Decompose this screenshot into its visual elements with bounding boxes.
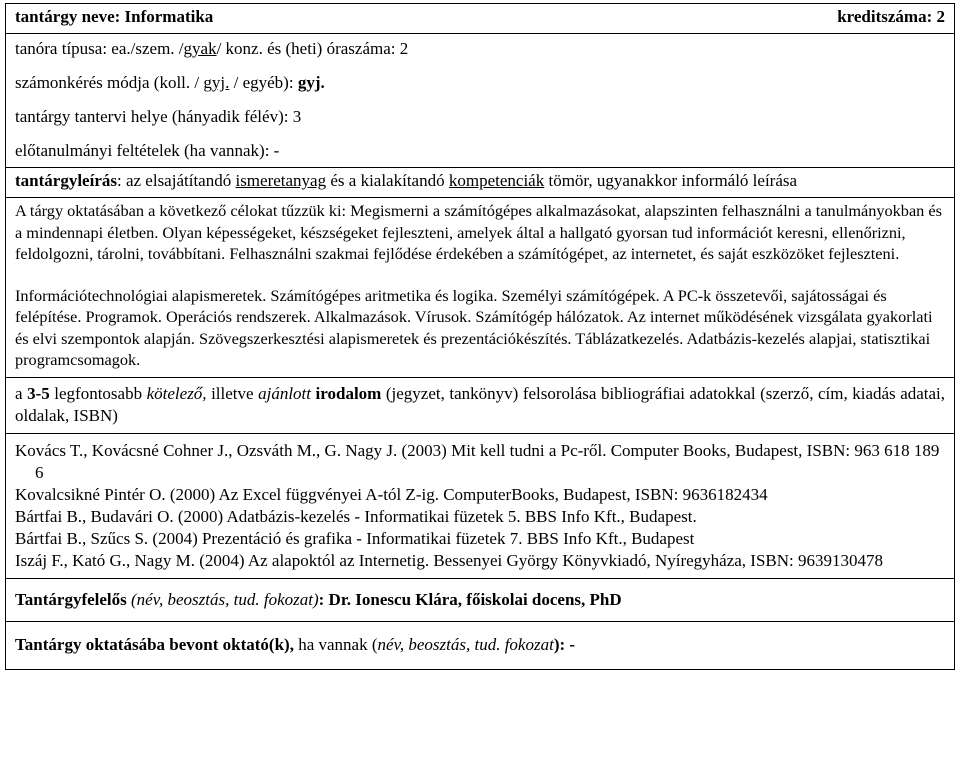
lit-mandatory: kötelező, bbox=[146, 383, 207, 403]
assessment-selected: gyj. bbox=[203, 73, 230, 92]
subject-header-row bbox=[6, 4, 955, 34]
literature-heading-cell bbox=[6, 377, 955, 433]
assessment-middle: / egyéb): bbox=[229, 73, 298, 92]
instructors-paren: név, beosztás, tud. fokozat bbox=[377, 634, 554, 654]
competence-term: kompetenciák bbox=[448, 171, 545, 190]
credit-value: 2 bbox=[936, 7, 945, 26]
knowledge-term: ismeretanyag bbox=[235, 171, 327, 190]
description-heading-text2: és a kialakítandó bbox=[326, 171, 449, 190]
reference-item: Kovalcsikné Pintér O. (2000) Az Excel függvényei A-tól Z-ig. ComputerBooks, Budapest, ISBN: 9636182434 bbox=[15, 484, 768, 504]
class-type-line bbox=[15, 38, 945, 60]
assessment-line bbox=[15, 72, 945, 94]
subject-form-table bbox=[5, 3, 955, 670]
lit-literature: irodalom bbox=[315, 383, 382, 403]
prerequisites: előtanulmányi feltételek (ha vannak): - bbox=[15, 141, 280, 160]
description-heading-row bbox=[6, 168, 955, 198]
responsible-cell bbox=[6, 578, 955, 621]
description-heading-text1: : az elsajátítandó bbox=[116, 171, 236, 190]
lit-t1: a bbox=[15, 383, 28, 403]
instructors-value: ): - bbox=[553, 634, 576, 654]
responsible-name: Dr. Ionescu Klára, főiskolai docens, PhD bbox=[328, 589, 622, 609]
curriculum-position: tantárgy tantervi helye (hányadik félév): 3 bbox=[15, 107, 302, 126]
lit-t3: illetve bbox=[206, 383, 259, 403]
description-heading-bold: tantárgyleírás bbox=[15, 171, 117, 190]
reference-item: Iszáj F., Kató G., Nagy M. (2004) Az alapoktól az Internetig. Bessenyei György Könyvkiadó, Nyíregyháza, ISBN: 9639130478 bbox=[15, 550, 883, 570]
responsible-paren: (név, beosztás, tud. fokozat) bbox=[126, 589, 319, 609]
description-heading-text3: tömör, ugyanakkor informáló leírása bbox=[544, 171, 798, 190]
description-cell bbox=[6, 198, 955, 378]
class-type-prefix: tanóra típusa: ea./szem. / bbox=[15, 39, 184, 58]
references-cell bbox=[6, 433, 955, 578]
subject-name-label: tantárgy neve: bbox=[15, 7, 121, 26]
description-goals: A tárgy oktatásában a következő célokat tűzzük ki: Megismerni a számítógépes alkalmazásokat, alapszinten felhasználni a tanulmányokban és a mindennapi életben. Olyan képességeket, készségeket fejleszteni, amelyek által a hallgató gyorsan tud információt keresni, ellenőrizni, feldolgozni, tárolni, továbbítani. Felhasználni szakmai fejlődése érdekében a számítógépet, az internetet, és saját eszközöket fejleszteni. bbox=[15, 201, 942, 263]
subject-name: Informatika bbox=[124, 7, 214, 26]
lit-recommended: ajánlott bbox=[258, 383, 311, 403]
details-cell bbox=[6, 34, 955, 168]
class-type-suffix: / konz. és (heti) óraszáma: 2 bbox=[216, 39, 409, 58]
instructors-text: ha vannak ( bbox=[293, 634, 378, 654]
lit-count: 3-5 bbox=[27, 383, 50, 403]
assessment-value: gyj. bbox=[297, 73, 325, 92]
instructors-cell bbox=[6, 621, 955, 669]
credit-info bbox=[837, 6, 945, 28]
class-type-selected: gyak bbox=[183, 39, 217, 58]
description-topics: Információtechnológiai alapismeretek. Számítógépes aritmetika és logika. Személyi számítógépek. A PC-k összetevői, sajátosságai és felépítése. Programok. Operációs rendszerek. Alkalmazások. Vírusok. Számítógép hálózatok. Az internet működésének vizsgálata gyakorlati és elvi szempontok alapján. Szövegszerkesztési alapismeretek és prezentációkészítés. Táblázatkezelés. Adatbázis-kezelés alapjai, statisztikai programcsomagok. bbox=[15, 285, 933, 369]
assessment-prefix: számonkérés módja (koll. / bbox=[15, 73, 204, 92]
lit-t2: legfontosabb bbox=[49, 383, 147, 403]
instructors-label: Tantárgy oktatásába bevont oktató(k), bbox=[15, 634, 294, 654]
reference-item: Bártfai B., Budavári O. (2000) Adatbázis-kezelés - Informatikai füzetek 5. BBS Info Kft., Budapest. bbox=[15, 506, 697, 526]
responsible-colon: : bbox=[318, 589, 329, 609]
reference-item: Kovács T., Kovácsné Cohner J., Ozsváth M., G. Nagy J. (2003) Mit kell tudni a Pc-ről. Computer Books, Budapest, ISBN: 963 618 189 6 bbox=[15, 440, 940, 482]
credit-label: kreditszáma: bbox=[837, 7, 933, 26]
responsible-label: Tantárgyfelelős bbox=[15, 589, 127, 609]
reference-item: Bártfai B., Szűcs S. (2004) Prezentáció és grafika - Informatikai füzetek 7. BBS Info Kft., Budapest bbox=[15, 528, 695, 548]
lit-t5: (jegyzet, tankönyv) felsorolása bibliográfiai adatokkal (szerző, cím, kiadás adatai, oldalak, ISBN) bbox=[15, 383, 946, 425]
